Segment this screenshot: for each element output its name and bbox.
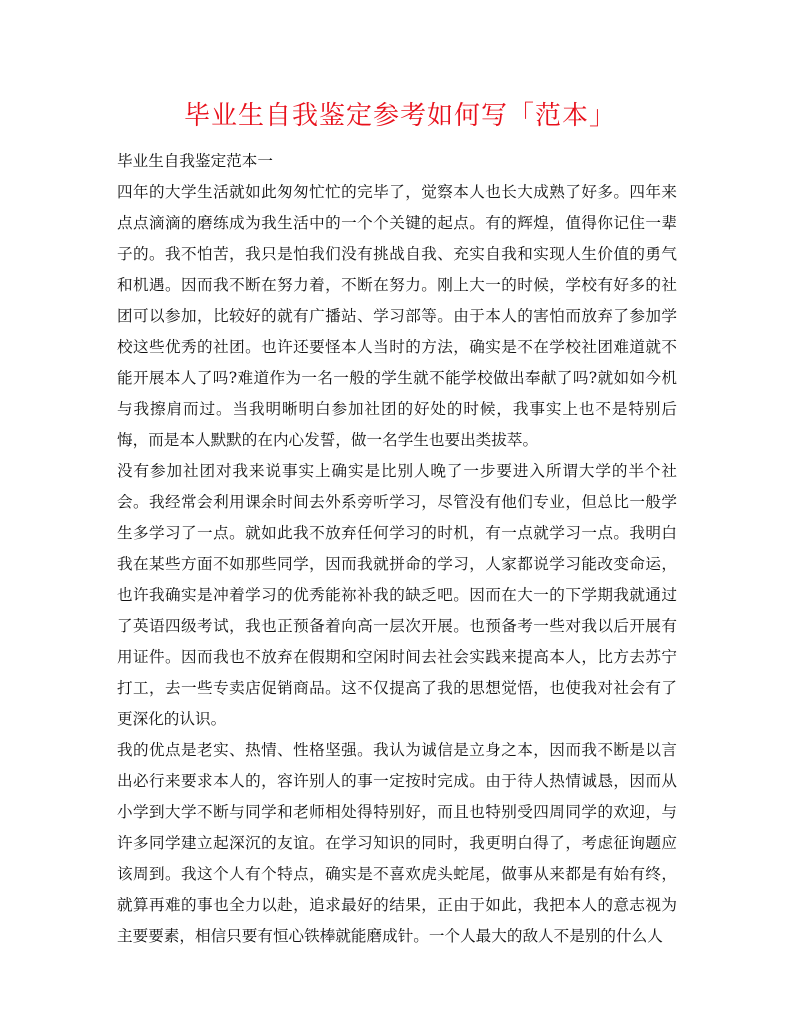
section-heading: 毕业生自我鉴定范本一 [117,152,273,170]
paragraph-1: 四年的大学生活就如此匆匆忙忙的完毕了，觉察本人也长大成熟了好多。四年来点点滴滴的磨练成为我生活中的一个个关键的起点。有的辉煌，值得你记住一辈子的。我不怕苦，我只是怕我们没有挑战自我、充实自我和实现人生价值的勇气和机遇。因而我不断在努力着，不断在努力。刚上大一的时候，学校有好多的社团可以参加，比较好的就有广播站、学习部等。由于本人的害怕而放弃了参加学校这些优秀的社团。也许还要怪本人当时的方法，确实是不在学校社团难道就不能开展本人了吗?难道作为一名一般的学生就不能学校做出奉献了吗?就如如今机与我擦肩而过。当我明晰明白参加社团的好处的时候，我事实上也不是特别后悔，而是本人默默的在内心发誓，做一名学生也要出类拔萃。 [117,183,677,449]
paragraph-2: 没有参加社团对我来说事实上确实是比别人晚了一步要进入所谓大学的半个社会。我经常会利用课余时间去外系旁听学习，尽管没有他们专业，但总比一般学生多学习了一点。就如此我不放弃任何学习的时机，有一点就学习一点。我明白我在某些方面不如那些同学，因而我就拼命的学习，人家都说学习能改变命运，也许我确实是冲着学习的优秀能祢补我的缺乏吧。因而在大一的下学期我就通过了英语四级考试，我也正预备着向高一层次开展。也预备考一些对我以后开展有用证件。因而我也不放弃在假期和空闲时间去社会实践来提高本人，比方去苏宁打工，去一些专卖店促销商品。这不仅提高了我的思想觉悟，也使我对社会有了更深化的认识。 [117,462,677,728]
document-body [117,146,677,952]
paragraph-3: 我的优点是老实、热情、性格坚强。我认为诚信是立身之本，因而我不断是以言出必行来要求本人的，容许别人的事一定按时完成。由于待人热情诚恳，因而从小学到大学不断与同学和老师相处得特别好，而且也特别受四周同学的欢迎，与许多同学建立起深沉的友谊。在学习知识的同时，我更明白得了，考虑征询题应该周到。我这个人有个特点，确实是不喜欢虎头蛇尾，做事从来都是有始有终，就算再难的事也全力以赴，追求最好的结果，正由于如此，我把本人的意志视为主要要素，相信只要有恒心铁棒就能磨成针。一个人最大的敌人不是别的什么人 [117,741,677,945]
document-title: 毕业生自我鉴定参考如何写「范本」 [183,101,616,131]
